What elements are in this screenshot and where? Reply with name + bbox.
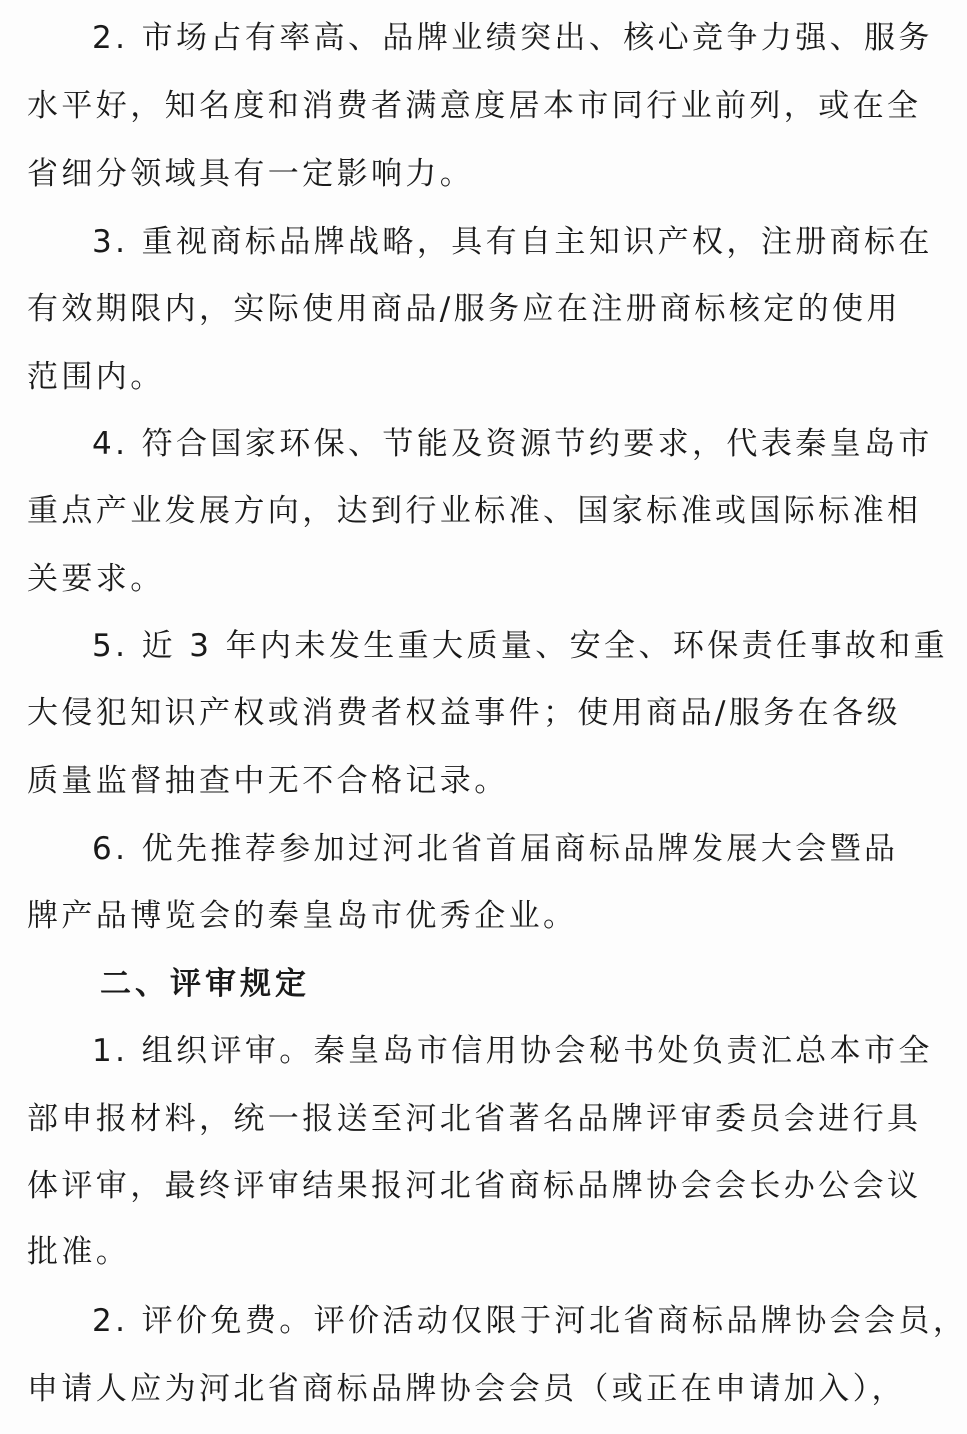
paragraph-item-5-line-3: 质量监督抽查中无不合格记录。 xyxy=(27,763,509,799)
paragraph-item-3-line-2: 有效期限内，实际使用商品/服务应在注册商标核定的使用 xyxy=(27,291,901,327)
paragraph-rule-2-line-2: 申请人应为河北省商标品牌协会会员（或正在申请加入）， xyxy=(27,1371,906,1407)
paragraph-item-5-line-2: 大侵犯知识产权或消费者权益事件；使用商品/服务在各级 xyxy=(27,695,901,731)
section-heading: 二、评审规定 xyxy=(100,966,310,1002)
paragraph-item-5-line-1: 5. 近 3 年内未发生重大质量、安全、环保责任事故和重 xyxy=(92,628,949,664)
paragraph-item-3-line-1: 3. 重视商标品牌战略，具有自主知识产权，注册商标在 xyxy=(92,224,933,260)
paragraph-item-2-line-3: 省细分领域具有一定影响力。 xyxy=(27,156,475,192)
paragraph-item-4-line-1: 4. 符合国家环保、节能及资源节约要求，代表秦皇岛市 xyxy=(92,426,933,462)
paragraph-rule-1-line-3: 体评审，最终评审结果报河北省商标品牌协会会长办公会议 xyxy=(27,1168,922,1204)
paragraph-rule-1-line-1: 1. 组织评审。秦皇岛市信用协会秘书处负责汇总本市全 xyxy=(92,1033,933,1069)
paragraph-rule-1-line-4: 批准。 xyxy=(27,1234,131,1270)
paragraph-rule-2-line-1: 2. 评价免费。评价活动仅限于河北省商标品牌协会会员， xyxy=(92,1303,967,1339)
paragraph-rule-1-line-2: 部申报材料，统一报送至河北省著名品牌评审委员会进行具 xyxy=(27,1101,922,1137)
paragraph-item-4-line-3: 关要求。 xyxy=(27,561,165,597)
paragraph-item-2-line-1: 2. 市场占有率高、品牌业绩突出、核心竞争力强、服务 xyxy=(92,20,933,56)
paragraph-item-4-line-2: 重点产业发展方向，达到行业标准、国家标准或国际标准相 xyxy=(27,493,922,529)
paragraph-item-6-line-1: 6. 优先推荐参加过河北省首届商标品牌发展大会暨品 xyxy=(92,831,899,867)
paragraph-item-2-line-2: 水平好，知名度和消费者满意度居本市同行业前列，或在全 xyxy=(27,88,922,124)
paragraph-item-3-line-3: 范围内。 xyxy=(27,359,165,395)
paragraph-item-6-line-2: 牌产品博览会的秦皇岛市优秀企业。 xyxy=(27,898,578,934)
